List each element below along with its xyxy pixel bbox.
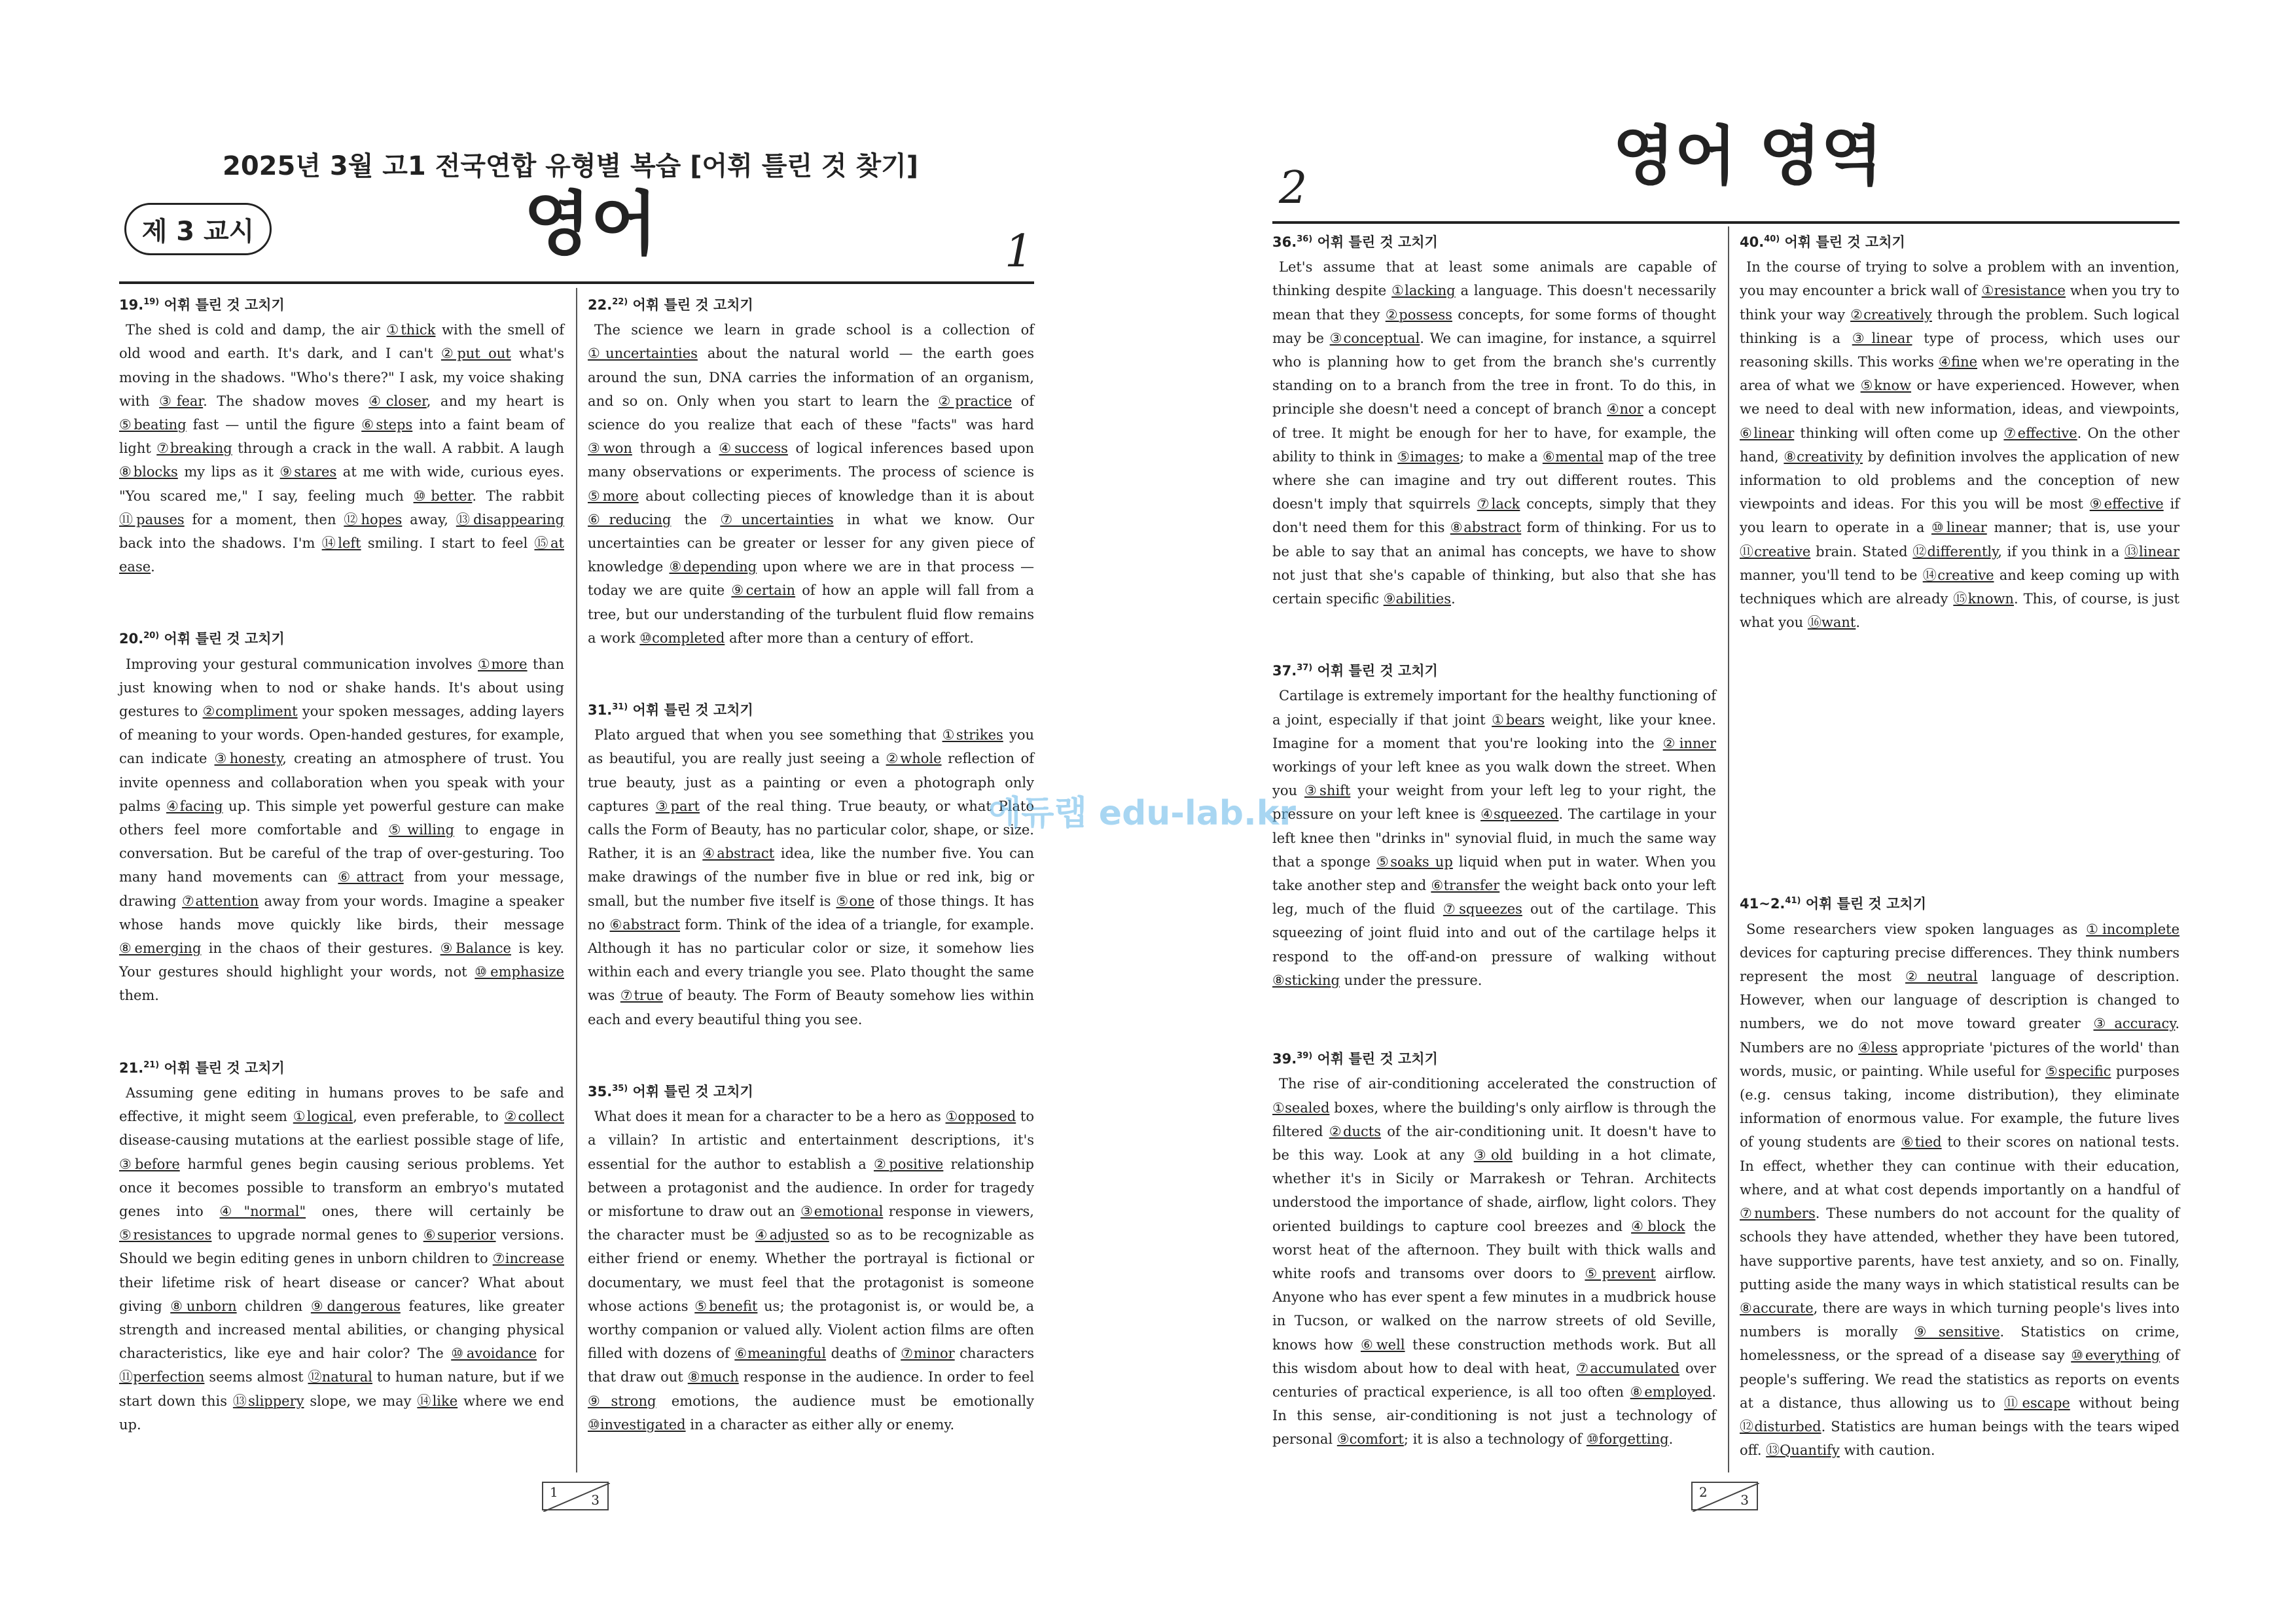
footnote-ref: 31) [612,702,628,713]
underlined-word: ①more [478,656,528,672]
underlined-word: ④facing [166,798,223,814]
column-left [1272,228,1716,1476]
question-body: Improving your gestural communication involves ①more than just knowing when to nod or shake hands. It's about using gestures to ②compliment your spoken messages, adding layers of meaning to your words. Open-handed gestures, for example, can indicate ③honesty, creating an atmosphere of trust. You invite openness and collaboration when you speak with your palms ④facing up. This simple yet powerful gesture can make others feel more comfortable and ⑤willing to engage in conversation. But be careful of the trap of over-gesturing. Too many hand movements can ⑥attract from your message, drawing ⑦attention away from your words. Imagine a speaker whose hands move quickly like birds, their message ⑧emerging in the chaos of their gestures. ⑨Balance is key. Your gestures should highlight your words, not ⑩emphasize them. [119,656,565,1004]
question-heading [1272,1044,1716,1071]
underlined-word: ⑥superior [423,1227,496,1243]
page-2 [1148,0,2296,1623]
question-body: The science we learn in grade school is a collection of ①uncertainties about the natural world — the earth goes around the sun, DNA carries the information of an organism, and so on. Only when you start to learn the ②practice of science do you realize that each of these "facts" was hard ③won through a ④success of logical inferences based upon many observations or experiments. The process of science is ⑤more about collecting pieces of knowledge than it is about ⑥reducing the ⑦uncertainties in what we know. Our uncertainties can be greater or lesser for any given piece of knowledge ⑧depending upon where we are in that process — today we are quite ⑨certain of how an apple will fall from a tree, but our understanding of the turbulent fluid flow remains a work ⑩completed after more than a century of effort. [588,322,1035,646]
underlined-word: ⑤resistances [119,1227,212,1243]
underlined-word: ②positive [873,1156,944,1172]
underlined-word: ⑫differently [1912,543,1998,560]
question-number: 37. [1272,663,1297,679]
underlined-word: ②creatively [1850,306,1932,323]
underlined-word: ⑧emerging [119,940,202,957]
underlined-word: ④adjusted [755,1227,829,1243]
subject-title: 영어 [524,184,658,264]
underlined-word: ④nor [1607,401,1643,418]
question-body: Let's assume that at least some animals are capable of thinking despite ①lacking a language. This doesn't necessarily mean that they ②possess concepts, for some forms of thought may be ③conceptual. We can imagine, for instance, a squirrel who is planning how to get from the branch she's currently standing on to a branch from the tree in front. To do this, in principle she doesn't need a concept of branch ④nor a concept of tree. It might be enough for her to have, for example, the ability to think in ⑤images; to make a ⑥mental map of the tree where she can imagine and try out different routes. This doesn't imply that squirrels ⑦lack concepts, simply that they don't need them for this ⑧abstract form of thinking. For us to be able to say that an animal has concepts, we have to show not just that she's capable of thinking, but also that she has certain specific ⑨abilities. [1272,259,1717,607]
underlined-word: ⑩everything [2071,1347,2161,1364]
underlined-word: ⑩forgetting [1586,1431,1669,1448]
question-heading [1272,656,1716,683]
underlined-word: ⑥transfer [1431,878,1500,894]
underlined-word: ⑥meaningful [734,1346,827,1362]
underlined-word: ③accuracy [2093,1016,2176,1032]
underlined-word: ⑫natural [308,1369,373,1385]
underlined-word: ⑨dangerous [310,1298,401,1314]
footer-current: 2 [1699,1484,1708,1500]
underlined-word: ⑪perfection [119,1369,205,1385]
question-title: 어휘 틀린 것 고치기 [159,297,285,313]
underlined-word: ⑯want [1807,615,1856,631]
underlined-word: ①bears [1492,711,1545,728]
question-40 [1740,228,2179,634]
underlined-word: ⑬linear [2124,543,2179,560]
underlined-word: ⑪creative [1740,543,1811,560]
column-right [588,291,1034,1461]
underlined-word: ①sealed [1272,1099,1330,1116]
underlined-word: ③linear [1852,330,1912,346]
footnote-ref: 41) [1785,896,1801,906]
question-37 [1272,656,1716,992]
footnote-ref: 39) [1297,1051,1313,1061]
underlined-word: ⑦accumulated [1576,1360,1679,1376]
footnote-ref: 22) [612,297,628,307]
underlined-word: ④squeezed [1480,806,1559,823]
footnote-ref: 20) [143,631,160,641]
question-41-42 [1740,889,2179,1462]
page-footer [542,1482,609,1510]
question-title: 어휘 틀린 것 고치기 [628,297,753,313]
underlined-word: ③shift [1304,783,1351,799]
underlined-word: ①uncertainties [588,346,698,362]
section-title: 영어 영역 [1613,119,1883,194]
underlined-word: ⑮at ease [119,535,564,575]
underlined-word: ④fine [1938,354,1978,370]
question-heading [1740,228,2179,254]
underlined-word: ⑥mental [1542,448,1604,465]
underlined-word: ⑩investigated [588,1416,686,1433]
underlined-word: ②practice [938,393,1013,409]
footnote-ref: 19) [143,297,160,307]
question-body: Plato argued that when you see something that ①strikes you as beautiful, you are really just seeing a ②whole reflection of true beauty, just as a painting or even a photograph only captures ③part of the real thing. True beauty, or what Plato calls the Form of Beauty, has no particular color, shape, or size. Rather, it is an ④abstract idea, like the number five. You can make drawings of the number five in blue or red ink, big or small, but the number five itself is ⑤one of those things. It has no ⑥abstract form. Think of the idea of a triangle, for example. Although it has no particular color or size, it somehow lies within each and every triangle you see. Plato thought the same was ⑦true of beauty. The Form of Beauty somehow lies within each and every beautiful thing you see. [588,727,1035,1027]
period-badge: 제 3 교시 [124,203,272,255]
underlined-word: ⑦minor [901,1346,955,1362]
question-body: In the course of trying to solve a problem with an invention, you may encounter a brick wall of ①resistance when you try to think your way ②creatively through the problem. Such logical thinking is a ③linear type of process, which uses our reasoning skills. This works ④fine when we're operating in the area of what we ⑤know or have experienced. However, when we need to deal with new information, ideas, and viewpoints, ⑥linear thinking will often come up ⑦effective. On the other hand, ⑧creativity by definition involves the application of new information to old problems and the conception of new viewpoints and ideas. For this you will be most ⑨effective if you learn to operate in a ⑩linear manner; that is, use your ⑪creative brain. Stated ⑫differently, if you think in a ⑬linear manner, you'll tend to be ⑭creative and keep coming up with techniques which are already ⑮known. This, of course, is just what you ⑯want. [1740,259,2180,631]
underlined-word: ⑤soaks up [1376,853,1453,870]
underlined-word: ⑤specific [2045,1063,2111,1079]
question-heading [588,696,1034,722]
question-title: 어휘 틀린 것 고치기 [1312,663,1438,679]
footnote-ref: 37) [1297,663,1313,673]
question-title: 어휘 틀린 것 고치기 [1801,896,1927,912]
question-body: Some researchers view spoken languages as ①incomplete devices for capturing precise differences. They think numbers represent the most ②neutral language of description. However, when our language of description is changed to numbers, we do not move toward greater ③accuracy. Numbers are no ④less appropriate 'pictures of the world' than words, music, or painting. While useful for ⑤specific purposes (e.g. census taking, income distribution), they eliminate information of enormous value. For example, the future lives of young students are ⑥tied to their scores on national tests. In effect, whether they can continue with their education, where, and at what cost depends importantly on a handful of ⑦numbers. These numbers do not account for the quality of schools they have attended, whether they have been tutored, have supportive parents, have test anxiety, and so on. Finally, putting aside the many ways in which statistical results can be ⑧accurate, there are ways in which turning people's lives into numbers is morally ⑨sensitive. Statistics on crime, homelessness, or the spread of a disease say ⑩everything of people's suffering. We read the statistics as reports on events at a distance, thus allowing us to ⑪escape without being ⑫disturbed. Statistics are human beings with the tears wiped off. ⑬Quantify with caution. [1740,921,2180,1459]
underlined-word: ③conceptual [1329,330,1420,346]
question-21 [119,1054,564,1436]
underlined-word: ①thick [386,322,436,338]
footer-total: 3 [591,1492,600,1508]
page-footer [1691,1482,1758,1510]
underlined-word: ⑨effective [2089,496,2164,512]
underlined-word: ⑩avoidance [451,1346,537,1362]
underlined-word: ⑦numbers [1740,1205,1816,1222]
question-title: 어휘 틀린 것 고치기 [1780,234,1905,250]
column-right [1740,228,2179,1487]
question-number: 21. [119,1060,144,1076]
question-heading [1740,889,2179,916]
column-divider [1728,226,1729,1472]
underlined-word: ②ducts [1329,1123,1382,1139]
question-body: What does it mean for a character to be a hero as ①opposed to a villain? In artistic and entertainment descriptions, it's essential for the author to establish a ②positive relationship between a protagonist and the audience. In order for tragedy or misfortune to draw out an ③emotional response in viewers, the character must be ④adjusted so as to be recognizable as either friend or enemy. Whether the portrayal is fictional or documentary, we must feel that the protagonist is someone whose actions ⑤benefit us; the protagonist is, or would be, a worthy companion or valued ally. Violent action films are often filled with dozens of ⑥meaningful deaths of ⑦minor characters that draw out ⑧much response in the audience. In order to feel ⑨strong emotions, the audience must be emotionally ⑩investigated in a character as either ally or enemy. [588,1109,1034,1433]
underlined-word: ③honesty [214,751,283,767]
underlined-word: ⑪pauses [119,511,185,527]
underlined-word: ⑩linear [1931,520,1987,536]
underlined-word: ⑦uncertainties [720,511,834,527]
question-heading [588,291,1034,317]
underlined-word: ①opposed [945,1109,1016,1125]
underlined-word: ⑥well [1360,1336,1405,1353]
column-left [119,291,564,1461]
underlined-word: ⑤images [1397,448,1460,465]
question-number: 35. [588,1083,613,1099]
underlined-word: ②put out [440,346,511,362]
underlined-word: ⑤beating [119,417,187,433]
underlined-word: ⑤more [588,488,639,504]
question-heading [119,291,564,317]
underlined-word: ③before [119,1156,180,1172]
column-divider [576,288,577,1472]
underlined-word: ⑤willing [388,822,454,838]
underlined-word: ②collect [504,1109,564,1125]
underlined-word: ③part [655,798,700,814]
question-number: 36. [1272,234,1297,250]
underlined-word: ⑨abilities [1383,591,1451,607]
underlined-word: ⑬slippery [232,1393,304,1409]
footnote-ref: 40) [1764,234,1780,244]
question-number: 39. [1272,1051,1297,1067]
underlined-word: ②compliment [202,704,298,720]
underlined-word: ①lacking [1391,283,1456,299]
question-heading [1272,228,1716,254]
underlined-word: ①strikes [942,727,1003,743]
underlined-word: ⑥steps [361,417,413,433]
underlined-word: ⑧unborn [170,1298,237,1314]
question-31 [588,696,1034,1031]
underlined-word: ⑬disappearing [456,511,564,527]
underlined-word: ①resistance [1981,283,2066,299]
footer-total: 3 [1740,1492,1749,1508]
underlined-word: ⑦squeezes [1443,901,1522,918]
underlined-word: ⑨stares [279,464,337,480]
underlined-word: ⑮known [1953,591,2014,607]
underlined-word: ⑤one [836,893,874,909]
underlined-word: ⑧sticking [1272,972,1340,988]
footnote-ref: 21) [143,1060,160,1070]
underlined-word: ③old [1473,1147,1513,1163]
underlined-word: ⑤prevent [1585,1265,1656,1281]
underlined-word: ⑥tied [1901,1134,1942,1150]
question-number: 22. [588,297,613,313]
underlined-word: ⑫disturbed [1740,1418,1821,1435]
underlined-word: ②neutral [1905,969,1978,985]
question-number: 20. [119,631,144,647]
question-heading [119,1054,564,1080]
underlined-word: ②inner [1662,735,1717,751]
page-number: 2 [1279,162,1308,214]
page-number: 1 [1005,226,1033,277]
underlined-word: ⑭like [417,1393,458,1409]
underlined-word: ⑧blocks [119,464,178,480]
underlined-word: ⑩better [413,488,473,504]
question-title: 어휘 틀린 것 고치기 [159,1060,285,1076]
underlined-word: ④less [1858,1039,1898,1056]
question-19 [119,291,564,579]
question-title: 어휘 틀린 것 고치기 [628,1083,753,1099]
underlined-word: ⑫hopes [344,511,403,527]
underlined-word: ④abstract [702,846,775,862]
underlined-word: ⑤know [1860,378,1912,394]
underlined-word: ⑧much [687,1369,739,1385]
underlined-word: ②whole [886,751,942,767]
watermark: 에듀랩 edu-lab.kr [988,794,1297,833]
question-number: 41~2. [1740,896,1785,912]
question-title: 어휘 틀린 것 고치기 [1312,234,1438,250]
question-title: 어휘 틀린 것 고치기 [159,631,285,647]
underlined-word: ⑦attention [181,893,259,909]
header-rule [119,281,1034,284]
underlined-word: ⑤benefit [694,1298,758,1314]
underlined-word: ⑥reducing [588,511,672,527]
underlined-word: ⑦effective [2003,425,2077,441]
question-body: Cartilage is extremely important for the healthy functioning of a joint, especially if that joint ①bears weight, like your knee. Imagine for a moment that you're looking into the ②inner workings of your left knee as you walk down the street. When you ③shift your weight from your left leg to your right, the pressure on your left knee is ④squeezed. The cartilage in your left knee then "drinks in" synovial fluid, in much the same way that a sponge ⑤soaks up liquid when put in water. When you take another step and ⑥transfer the weight back onto your left leg, much of the fluid ⑦squeezes out of the cartilage. This squeezing of joint fluid into and out of the cartilage helps it respond to the off-and-on pressure of walking without ⑧sticking under the pressure. [1272,688,1717,988]
question-22 [588,291,1034,650]
underlined-word: ⑩emphasize [475,964,564,980]
underlined-word: ⑥attract [338,869,404,885]
underlined-word: ③emotional [800,1203,884,1219]
exam-title: 2025년 3월 고1 전국연합 유형별 복습 [어휘 틀린 것 찾기] [223,151,919,181]
question-body: The rise of air-conditioning accelerated the construction of ①sealed boxes, where the building's only airflow is through the filtered ②ducts of the air-conditioning unit. It doesn't have to be this way. Look at any ③old building in a hot climate, whether it's in Sicily or Marrakesh or Tehran. Architects understood the importance of shade, airflow, light colors. They oriented buildings to capture cool breezes and ④block the worst heat of the afternoon. They built with thick walls and white roofs and transoms over doors to ⑤prevent airflow. Anyone who has ever spent a few minutes in a mudbrick house in Tucson, or walked on the narrow streets of old Seville, knows how ⑥well these construction methods work. But all this wisdom about how to deal with heat, ⑦accumulated over centuries of practical experience, is all too often ⑧employed. In this sense, air-conditioning is not just a technology of personal ⑨comfort; it is also a technology of ⑩forgetting. [1272,1076,1717,1448]
underlined-word: ③fear [159,393,204,409]
underlined-word: ④success [719,440,788,457]
question-title: 어휘 틀린 것 고치기 [628,702,753,719]
underlined-word: ⑧employed [1630,1383,1712,1400]
underlined-word: ④"normal" [219,1203,306,1219]
underlined-word: ⑥linear [1740,425,1795,441]
underlined-word: ②possess [1385,306,1452,323]
question-20 [119,624,564,1007]
question-heading [588,1077,1034,1103]
question-number: 19. [119,297,144,313]
underlined-word: ⑬Quantify [1766,1442,1840,1459]
question-number: 31. [588,702,613,719]
underlined-word: ①logical [293,1109,353,1125]
underlined-word: ①incomplete [2086,921,2179,937]
underlined-word: ⑦breaking [156,440,232,457]
footnote-ref: 36) [1297,234,1313,244]
header-rule [1272,221,2179,224]
underlined-word: ⑨strong [588,1393,656,1409]
underlined-word: ⑧abstract [1450,520,1522,536]
underlined-word: ⑨Balance [440,940,511,957]
question-36 [1272,228,1716,611]
underlined-word: ④block [1631,1218,1685,1234]
question-number: 40. [1740,234,1765,250]
footnote-ref: 35) [612,1083,628,1094]
underlined-word: ⑭creative [1922,567,1994,583]
underlined-word: ⑥abstract [609,916,681,933]
question-body: The shed is cold and damp, the air ①thick with the smell of old wood and earth. It's dark, and I can't ②put out what's moving in the shadows. "Who's there?" I ask, my voice shaking with ③fear. The shadow moves ④closer, and my heart is ⑤beating fast — until the figure ⑥steps into a faint beam of light ⑦breaking through a crack in the wall. A rabbit. A laugh ⑧blocks my lips as it ⑨stares at me with wide, curious eyes. "You scared me," I say, feeling much ⑩better. The rabbit ⑪pauses for a moment, then ⑫hopes away, ⑬disappearing back into the shadows. I'm ⑭left smiling. I start to feel ⑮at ease. [119,322,565,575]
underlined-word: ⑨sensitive [1914,1324,2000,1340]
question-body: Assuming gene editing in humans proves to be safe and effective, it might seem ①logical, even preferable, to ②collect disease-causing mutations at the earliest possible stage of life, ③before harmful genes begin causing serious problems. Yet once it becomes possible to transform an embryo's mutated genes into ④"normal" ones, there will certainly be ⑤resistances to upgrade normal genes to ⑥superior versions. Should we begin editing genes in unborn children to ⑦increase their lifetime risk of heart disease or cancer? What about giving ⑧unborn children ⑨dangerous features, like greater strength and increased mental abilities, or changing physical characteristics, like eye and hair color? The ⑩avoidance for ⑪perfection seems almost ⑫natural to human nature, but if we start down this ⑬slippery slope, we may ⑭like where we end up. [119,1084,565,1433]
underlined-word: ⑭left [321,535,361,552]
underlined-word: ⑦increase [492,1251,564,1267]
underlined-word: ⑨comfort [1336,1431,1404,1448]
underlined-word: ⑩completed [639,630,725,646]
underlined-word: ⑪escape [2003,1395,2070,1411]
underlined-word: ⑧creativity [1784,448,1863,465]
underlined-word: ⑦lack [1477,496,1520,512]
question-title: 어휘 틀린 것 고치기 [1312,1051,1438,1067]
underlined-word: ⑧depending [669,559,757,575]
footer-current: 1 [550,1484,558,1500]
underlined-word: ③won [588,440,632,457]
underlined-word: ⑦true [620,988,663,1004]
underlined-word: ⑧accurate [1740,1300,1814,1316]
underlined-word: ④closer [368,393,427,409]
question-39 [1272,1044,1716,1451]
question-heading [119,624,564,651]
underlined-word: ⑨certain [731,582,796,599]
question-35 [588,1077,1034,1436]
